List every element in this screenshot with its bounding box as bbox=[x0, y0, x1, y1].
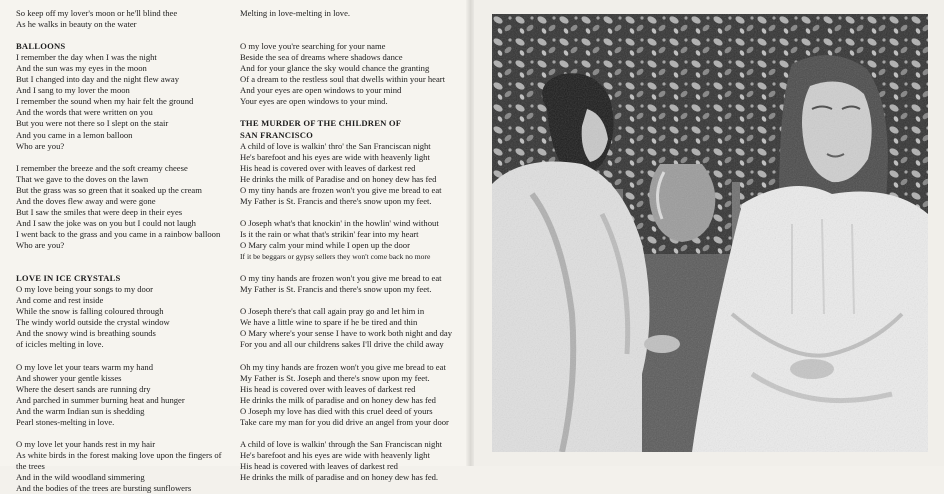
lyric-line: For you and all our childrens sakes I'll drive the child away bbox=[240, 339, 444, 350]
lyric-line: He's barefoot and his eyes are wide with heavenly light bbox=[240, 151, 430, 162]
lyric-line: O Joseph what's that knockin' in the howlin' wind without bbox=[240, 217, 439, 228]
photo-two-figures-icon bbox=[492, 14, 928, 452]
lyric-line: We have a little wine to spare if he be tired and thin bbox=[240, 317, 418, 328]
lyrics-column-left bbox=[16, 8, 241, 494]
lyric-line: O my love being your songs to my door bbox=[16, 284, 154, 295]
lyric-line: O my love let your hands rest in my hair bbox=[16, 438, 156, 449]
lyric-line: Beside the sea of dreams where shadows dance bbox=[240, 52, 403, 63]
lyric-line: The windy world outside the crystal window bbox=[16, 317, 170, 328]
lyric-line: But the grass was so green that it soaked up the cream bbox=[16, 184, 202, 195]
lyric-line: As he walks in beauty on the water bbox=[16, 19, 137, 30]
lyric-line: And the words that were written on you bbox=[16, 107, 153, 118]
lyric-line: He drinks the milk of Paradise and on honey dew has fed bbox=[240, 173, 437, 184]
lyric-line: Your eyes are open windows to your mind. bbox=[240, 96, 388, 107]
lyric-line: Who are you? bbox=[16, 239, 65, 250]
lyric-line: My Father is St. Francis and there's snow upon my feet. bbox=[240, 195, 432, 206]
song-title-love-in-ice-crystals: LOVE IN ICE CRYSTALS bbox=[16, 273, 121, 284]
lyric-line: the trees bbox=[16, 460, 45, 471]
lyric-line: O my tiny hands are frozen won't you give me bread to eat bbox=[240, 184, 442, 195]
lyric-line: O my love let your tears warm my hand bbox=[16, 361, 153, 372]
lyric-line: He's barefoot and his eyes are wide with heavenly light bbox=[240, 449, 430, 460]
lyric-line: And shower your gentle kisses bbox=[16, 372, 122, 383]
song-title-murder-line1: THE MURDER OF THE CHILDREN OF bbox=[240, 118, 402, 129]
lyric-line: His head is covered over with leaves of darkest red bbox=[240, 383, 416, 394]
lyric-line: But you were not there so I slept on the stair bbox=[16, 118, 169, 129]
lyric-line: Where the desert sands are running dry bbox=[16, 383, 151, 394]
song-title-murder-line2: SAN FRANCISCO bbox=[240, 129, 314, 140]
lyric-line: And parched in summer burning heat and hunger bbox=[16, 394, 185, 405]
lyric-line: He drinks the milk of paradise and on honey dew has fed. bbox=[240, 471, 439, 482]
lyric-line: Is it the rain or what that's strikin' fear into my heart bbox=[240, 228, 419, 239]
lyric-line: And the doves flew away and were gone bbox=[16, 195, 156, 206]
lyric-line: O Joseph there's that call again pray go and let him in bbox=[240, 306, 425, 317]
lyric-line: Take care my man for you did drive an angel from your door bbox=[240, 416, 449, 427]
lyric-line: Who are you? bbox=[16, 140, 65, 151]
lyric-line: As white birds in the forest making love upon the fingers of bbox=[16, 449, 222, 460]
lyric-line: Oh my tiny hands are frozen won't you give me bread to eat bbox=[240, 361, 446, 372]
lyric-line: And the sun was my eyes in the moon bbox=[16, 63, 147, 74]
lyric-line: And in the wild woodland simmering bbox=[16, 471, 145, 482]
lyric-line: And the snowy wind is breathing sounds bbox=[16, 328, 156, 339]
lyric-line: But I changed into day and the night flew away bbox=[16, 74, 179, 85]
lyric-line: Pearl stones-melting in love. bbox=[16, 416, 115, 427]
lyric-line: And the bodies of the trees are bursting sunflowers bbox=[16, 483, 192, 494]
lyric-line: I went back to the grass and you came in a rainbow balloon bbox=[16, 228, 221, 239]
lyric-line: That we gave to the doves on the lawn bbox=[16, 173, 149, 184]
lyric-line: O my love you're searching for your name bbox=[240, 41, 386, 52]
lyric-line: If it be beggars or gypsy sellers they won't come back no more bbox=[240, 252, 431, 262]
lyric-line: And for your glance the sky would chance the granting bbox=[240, 63, 430, 74]
lyric-line: So keep off my lover's moon or he'll blind thee bbox=[16, 8, 178, 18]
lyric-line: His head is covered over with leaves of darkest red bbox=[240, 162, 416, 173]
lyric-line: A child of love is walkin' thro' the San Franciscan night bbox=[240, 140, 431, 151]
lyric-line: A child of love is walkin' through the San Franciscan night bbox=[240, 438, 443, 449]
lyric-line: My Father is St. Joseph and there's snow upon my feet. bbox=[240, 372, 430, 383]
lyric-line: O Mary where's your sense I have to work both night and day bbox=[240, 328, 453, 339]
photo-two-figures bbox=[492, 14, 928, 452]
lyric-line: Melting in love-melting in love. bbox=[240, 8, 351, 18]
lyric-line: I remember the sound when my hair felt the ground bbox=[16, 96, 194, 107]
lyric-line: While the snow is falling coloured through bbox=[16, 306, 164, 317]
lyric-line: O my tiny hands are frozen won't you give me bread to eat bbox=[240, 273, 442, 284]
book-gutter bbox=[466, 0, 474, 466]
lyric-line: I remember the day when I was the night bbox=[16, 52, 157, 63]
lyric-line: And the warm Indian sun is shedding bbox=[16, 405, 145, 416]
lyrics-column-right bbox=[240, 8, 464, 483]
lyric-line: Of a dream to the restless soul that dwells within your heart bbox=[240, 74, 446, 85]
lyric-line: His head is covered with leaves of darkest red bbox=[240, 460, 398, 471]
lyric-line: And I sang to my lover the moon bbox=[16, 85, 130, 96]
lyric-line: And your eyes are open windows to your mind bbox=[240, 85, 402, 96]
lyric-line: My Father is St. Francis and there's snow upon my feet. bbox=[240, 284, 432, 295]
lyric-line: He drinks the milk of paradise and on honey dew has fed bbox=[240, 394, 436, 405]
song-title-balloons: BALLOONS bbox=[16, 41, 66, 52]
lyric-line: But I saw the smiles that were deep in their eyes bbox=[16, 206, 183, 217]
lyric-line: O Joseph my love has died with this cruel deed of yours bbox=[240, 405, 433, 416]
lyric-line: O Mary calm your mind while I open up the door bbox=[240, 239, 410, 250]
lyric-line: And you came in a lemon balloon bbox=[16, 129, 133, 140]
lyric-line: of icicles melting in love. bbox=[16, 339, 104, 350]
lyric-line: And I saw the joke was on you but I could not laugh bbox=[16, 217, 196, 228]
lyric-line: And come and rest inside bbox=[16, 295, 104, 306]
lyric-line: I remember the breeze and the soft creamy cheese bbox=[16, 162, 188, 173]
